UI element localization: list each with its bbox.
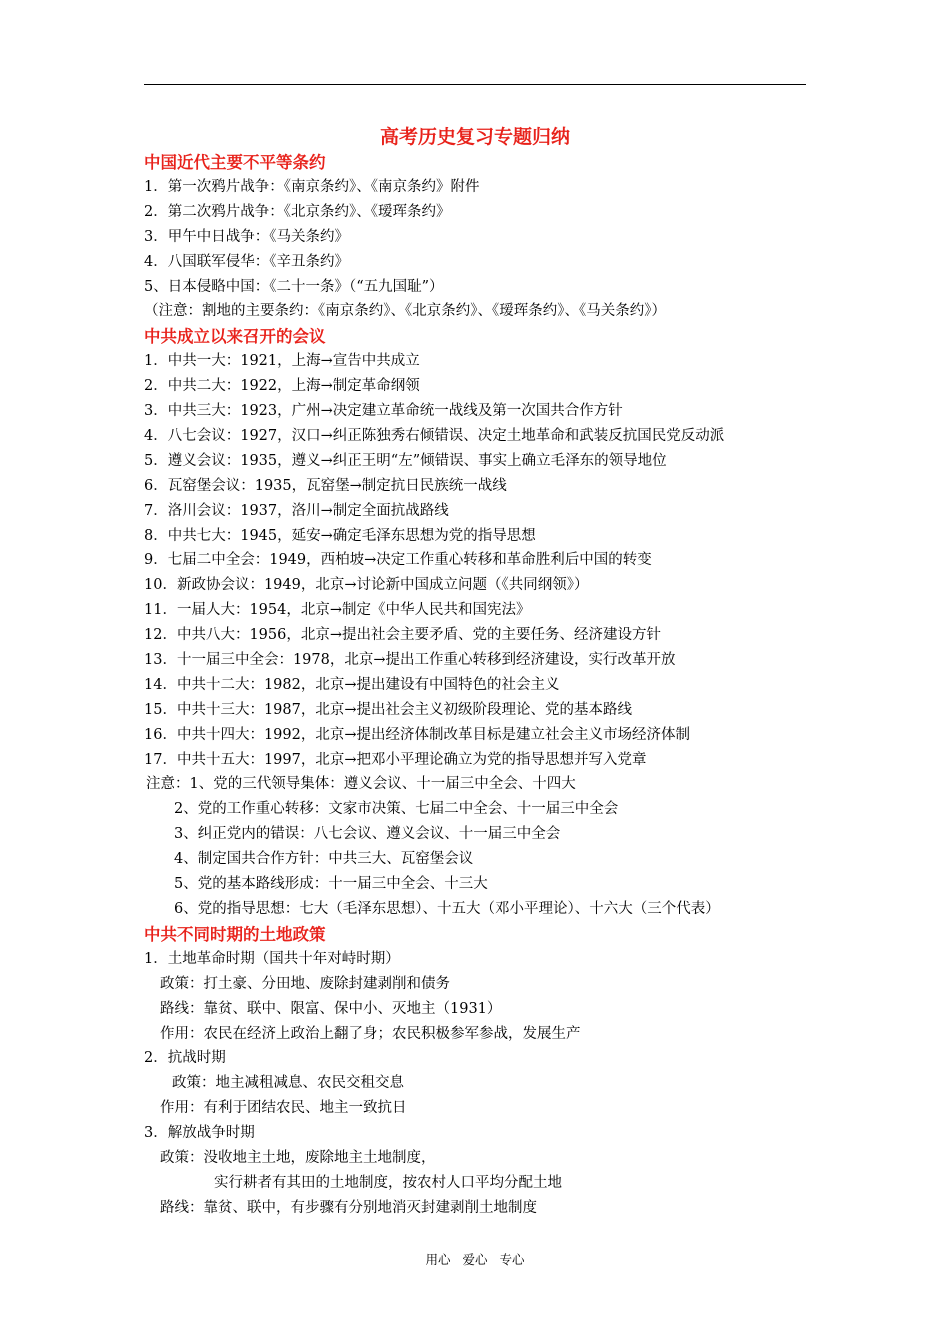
text-line: 2．抗战时期 (144, 1050, 226, 1067)
note-line: 注意：1、党的三代领导集体：遵义会议、十一届三中全会、十四大 (146, 776, 576, 793)
text-line: 实行耕者有其田的土地制度，按农村人口平均分配土地 (214, 1174, 562, 1191)
page-footer: 用心 爱心 专心 (425, 1252, 525, 1267)
text-line: 2．中共二大：1922，上海→制定革命纲领 (144, 378, 420, 395)
text-line: 政策：没收地主土地，废除地主土地制度， (160, 1149, 436, 1166)
header-rule (144, 84, 806, 85)
document-body (144, 150, 824, 1221)
text-line: 1．第一次鸦片战争：《南京条约》、《南京条约》附件 (144, 179, 480, 195)
text-line: 4．八七会议：1927，汉口→纠正陈独秀右倾错误、决定土地革命和武装反抗国民党反动派 (144, 428, 725, 445)
text-line: 政策：地主减租减息、农民交租交息 (172, 1075, 404, 1092)
note-line: 5、党的基本路线形成：十一届三中全会、十三大 (174, 876, 488, 893)
text-line: 6．瓦窑堡会议：1935，瓦窑堡→制定抗日民族统一战线 (144, 477, 507, 494)
note-line: 3、纠正党内的错误：八七会议、遵义会议、十一届三中全会 (174, 826, 561, 843)
text-line: 8．中共七大：1945，延安→确定毛泽东思想为党的指导思想 (144, 527, 536, 544)
page-title: 高考历史复习专题归纳 (379, 126, 570, 148)
text-line: 7．洛川会议：1937，洛川→制定全面抗战路线 (144, 502, 449, 519)
note-line: 4、制定国共合作方针：中共三大、瓦窑堡会议 (174, 851, 474, 868)
text-line: 12．中共八大：1956，北京→提出社会主要矛盾、党的主要任务、经济建设方针 (144, 627, 661, 644)
text-line: 5、日本侵略中国：《二十一条》（“五九国耻”） (144, 278, 444, 295)
text-line: 15．中共十三大：1987，北京→提出社会主义初级阶段理论、党的基本路线 (144, 701, 632, 718)
text-line: 17．中共十五大：1997，北京→把邓小平理论确立为党的指导思想并写入党章 (144, 751, 647, 768)
text-line: 16．中共十四大：1992，北京→提出经济体制改革目标是建立社会主义市场经济体制 (144, 726, 690, 743)
text-line: 3．解放战争时期 (144, 1125, 255, 1142)
text-line: 3．中共三大：1923，广州→决定建立革命统一战线及第一次国共合作方针 (144, 403, 623, 420)
text-line: 4．八国联军侵华：《辛丑条约》 (144, 253, 349, 270)
text-line: 9．七届二中全会：1949，西柏坡→决定工作重心转移和革命胜利后中国的转变 (144, 552, 652, 569)
note-line: 6、党的指导思想：七大（毛泽东思想）、十五大（邓小平理论）、十六大（三个代表） (174, 900, 720, 917)
note-line: （注意：割地的主要条约：《南京条约》、《北京条约》、《瑷珲条约》、《马关条约》） (144, 303, 666, 320)
text-line: 10．新政协会议：1949，北京→讨论新中国成立问题（《共同纲领》） (144, 577, 589, 594)
section-heading-meetings: 中共成立以来召开的会议 (144, 327, 326, 347)
section-heading-land-policy: 中共不同时期的土地政策 (144, 924, 326, 944)
text-line: 11．一届人大：1954，北京→制定《中华人民共和国宪法》 (144, 602, 531, 619)
text-line: 路线：靠贫、联中，有步骤有分别地消灭封建剥削土地制度 (160, 1199, 537, 1216)
text-line: 13．十一届三中全会：1978，北京→提出工作重心转移到经济建设，实行改革开放 (144, 652, 676, 669)
text-line: 作用：农民在经济上政治上翻了身；农民积极参军参战，发展生产 (160, 1025, 581, 1042)
text-line: 1．中共一大：1921，上海→宣告中共成立 (144, 353, 420, 370)
text-line: 政策：打土豪、分田地、废除封建剥削和债务 (160, 975, 450, 992)
text-line: 作用：有利于团结农民、地主一致抗日 (160, 1100, 407, 1117)
text-line: 3．甲午中日战争：《马关条约》 (144, 228, 349, 245)
text-line: 14．中共十二大：1982，北京→提出建设有中国特色的社会主义 (144, 676, 560, 693)
text-line: 1．土地革命时期（国共十年对峙时期） (144, 950, 400, 967)
text-line: 2．第二次鸦片战争：《北京条约》、《瑷珲条约》 (144, 203, 451, 220)
text-line: 5．遵义会议：1935，遵义→纠正王明“左”倾错误、事实上确立毛泽东的领导地位 (144, 452, 667, 469)
text-line: 路线：靠贫、联中、限富、保中小、灭地主（1931） (160, 1000, 502, 1017)
section-heading-treaties: 中国近代主要不平等条约 (144, 153, 326, 172)
note-line: 2、党的工作重心转移：文家市决策、七届二中全会、十一届三中全会 (174, 801, 619, 818)
